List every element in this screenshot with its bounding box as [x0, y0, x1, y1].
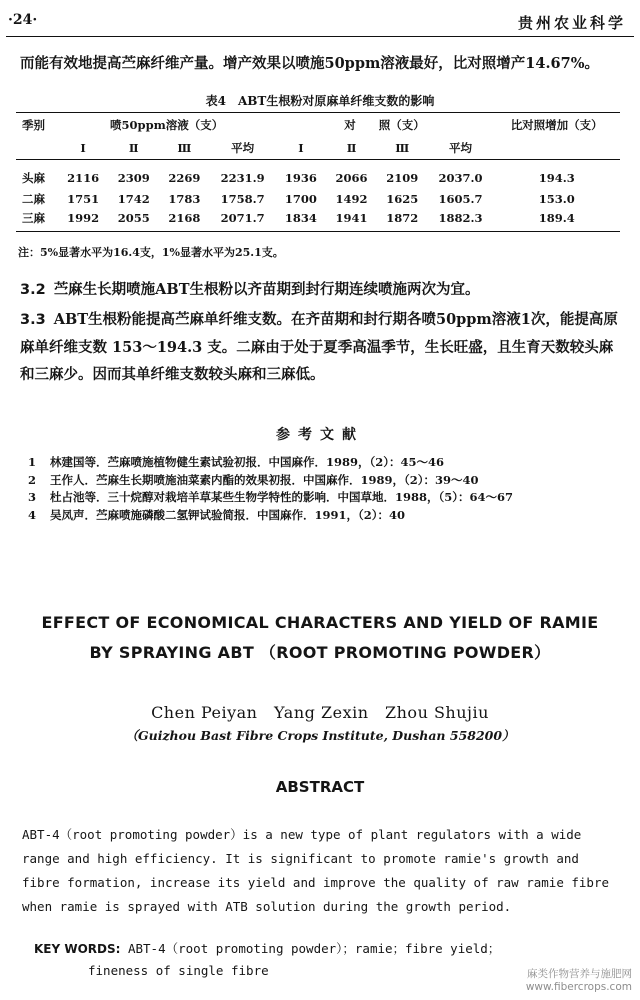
reference-item — [28, 472, 513, 490]
table-cell: 2269 — [168, 170, 201, 185]
table-row — [16, 189, 620, 208]
section-3-3 — [20, 306, 624, 388]
reference-text: 王作人．苎麻生长期喷施油菜素内酯的效果初报．中国麻作．1989，（2）：39～40 — [50, 472, 479, 487]
keywords-label: KEY WORDS: — [34, 942, 121, 956]
table-row — [16, 208, 620, 232]
table-note: 注：5%显著水平为16.4支，1%显著水平为25.1支。 — [18, 246, 284, 259]
watermark-line-1: 麻类作物营养与施肥网 — [527, 968, 632, 980]
subheader-cell: Ⅲ — [377, 137, 428, 160]
table-cell: 2168 — [159, 208, 210, 232]
table-cell: 2309 — [117, 170, 150, 185]
table-cell: 2037.0 — [438, 170, 483, 185]
table-cell: 189.4 — [493, 208, 620, 232]
page-number: ·24· — [8, 12, 38, 28]
group-spray: 喷50ppm溶液（支） — [58, 113, 276, 138]
subheader-cell: 平均 — [210, 137, 276, 160]
reference-list — [28, 454, 513, 524]
row-label: 头麻 — [22, 170, 45, 185]
table-cell: 1700 — [284, 191, 317, 206]
reference-text: 杜占池等．三十烷醇对栽培羊草某些生物学特性的影响．中国草地．1988，（5）：64～67 — [50, 490, 514, 504]
keywords-line-1: ABT-4（root promoting powder）；ramie；fibre yield； — [127, 941, 501, 956]
table-cell: 1605.7 — [438, 191, 483, 206]
row-label: 二麻 — [22, 191, 45, 206]
table-cell: 2071.7 — [210, 208, 276, 232]
subheader-cell: Ⅲ — [159, 137, 210, 160]
watermark-line-2: www.fibercrops.com — [525, 981, 632, 993]
table-cell: 1742 — [117, 191, 150, 206]
section-number: 3.3 — [20, 312, 46, 328]
table-cell: 1834 — [276, 208, 327, 232]
table-cell: 2231.9 — [220, 170, 265, 185]
reference-item — [28, 454, 513, 472]
authors: Chen Peiyan Yang Zexin Zhou Shujiu — [151, 703, 489, 722]
table-cell: 1992 — [58, 208, 109, 232]
table-cell: 2116 — [67, 170, 100, 185]
subheader-cell: Ⅰ — [276, 137, 327, 160]
table-cell: 1751 — [67, 191, 100, 206]
subheader-cell: Ⅱ — [108, 137, 159, 160]
table-caption: 表4 ABT生根粉对原麻单纤维支数的影响 — [205, 94, 435, 108]
row-label: 三麻 — [16, 208, 58, 232]
keywords-line-2: fineness of single fibre — [88, 963, 269, 978]
table-cell: 153.0 — [538, 191, 575, 206]
table-cell: 1758.7 — [220, 191, 265, 206]
english-title — [0, 608, 640, 668]
col-increase: 比对照增加（支） — [493, 113, 620, 138]
english-title-line-1: EFFECT OF ECONOMICAL CHARACTERS AND YIELD OF RAMIE — [41, 613, 599, 632]
reference-text: 吴凤声．苎麻喷施磷酸二氢钾试验简报．中国麻作．1991，（2）：40 — [50, 507, 406, 522]
table-cell: 2109 — [386, 170, 419, 185]
table-cell: 1783 — [168, 191, 201, 206]
intro-paragraph: 而能有效地提高苎麻纤维产量。增产效果以喷施50ppm溶液最好，比对照增产14.67%。 — [20, 55, 599, 72]
subheader-cell: 平均 — [428, 137, 494, 160]
table-cell: 194.3 — [538, 170, 575, 185]
keywords — [34, 938, 500, 982]
table-cell: 1492 — [335, 191, 368, 206]
table-cell: 2055 — [108, 208, 159, 232]
reference-item — [28, 489, 513, 507]
reference-item — [28, 507, 513, 525]
group-control: 对 照（支） — [276, 113, 494, 138]
abstract-text: ABT-4（root promoting powder）is a new type of plant regulators with a wide range and high efficiency. It is significant to promote ramie's growth and fibre formation, increase its yield and improve the quality of raw ramie fibre when ramie is sprayed with ATB solution during the growth period. — [22, 827, 609, 914]
reference-text: 林建国等．苎麻喷施植物健生素试验初报．中国麻作．1989，（2）：45～46 — [50, 455, 445, 469]
reference-number: 4 — [28, 507, 37, 522]
reference-number: 2 — [28, 472, 37, 487]
subheader-cell: Ⅱ — [326, 137, 377, 160]
reference-number: 3 — [28, 490, 37, 504]
running-header — [0, 6, 640, 36]
reference-number: 1 — [28, 455, 37, 469]
english-title-line-2: BY SPRAYING ABT （ROOT PROMOTING POWDER） — [89, 643, 551, 662]
references-title: 参考文献 — [276, 427, 364, 443]
table-cell: 1625 — [386, 191, 419, 206]
header-rule — [6, 36, 634, 37]
table-row — [16, 160, 620, 190]
section-text: ABT生根粉能提高苎麻单纤维支数。在齐苗期和封行期各喷50ppm溶液1次，能提高原麻单纤维支数 153～194.3 支。二麻由于处于夏季高温季节，生长旺盛，且生育天数较头麻和三麻少。因而其单纤维支数较头麻和三麻低。 — [20, 311, 618, 383]
col-season: 季别 — [16, 113, 58, 138]
affiliation: （Guizhou Bast Fibre Crops Institute, Dushan 558200） — [125, 728, 515, 743]
table-cell: 1872 — [377, 208, 428, 232]
section-text: 苎麻生长期喷施ABT生根粉以齐苗期到封行期连续喷施两次为宜。 — [53, 281, 480, 298]
table-cell: 1941 — [326, 208, 377, 232]
table-cell: 1936 — [284, 170, 317, 185]
table-header-row — [16, 113, 620, 138]
section-number: 3.2 — [20, 282, 46, 298]
abstract-heading: ABSTRACT — [275, 778, 365, 796]
table-cell: 1882.3 — [428, 208, 494, 232]
subheader-cell: Ⅰ — [58, 137, 109, 160]
watermark — [526, 968, 632, 994]
table-subheader-row — [16, 137, 620, 160]
section-3-2 — [20, 276, 624, 304]
data-table — [16, 112, 620, 232]
table-cell: 2066 — [335, 170, 368, 185]
journal-name: 贵州农业科学 — [517, 14, 626, 32]
